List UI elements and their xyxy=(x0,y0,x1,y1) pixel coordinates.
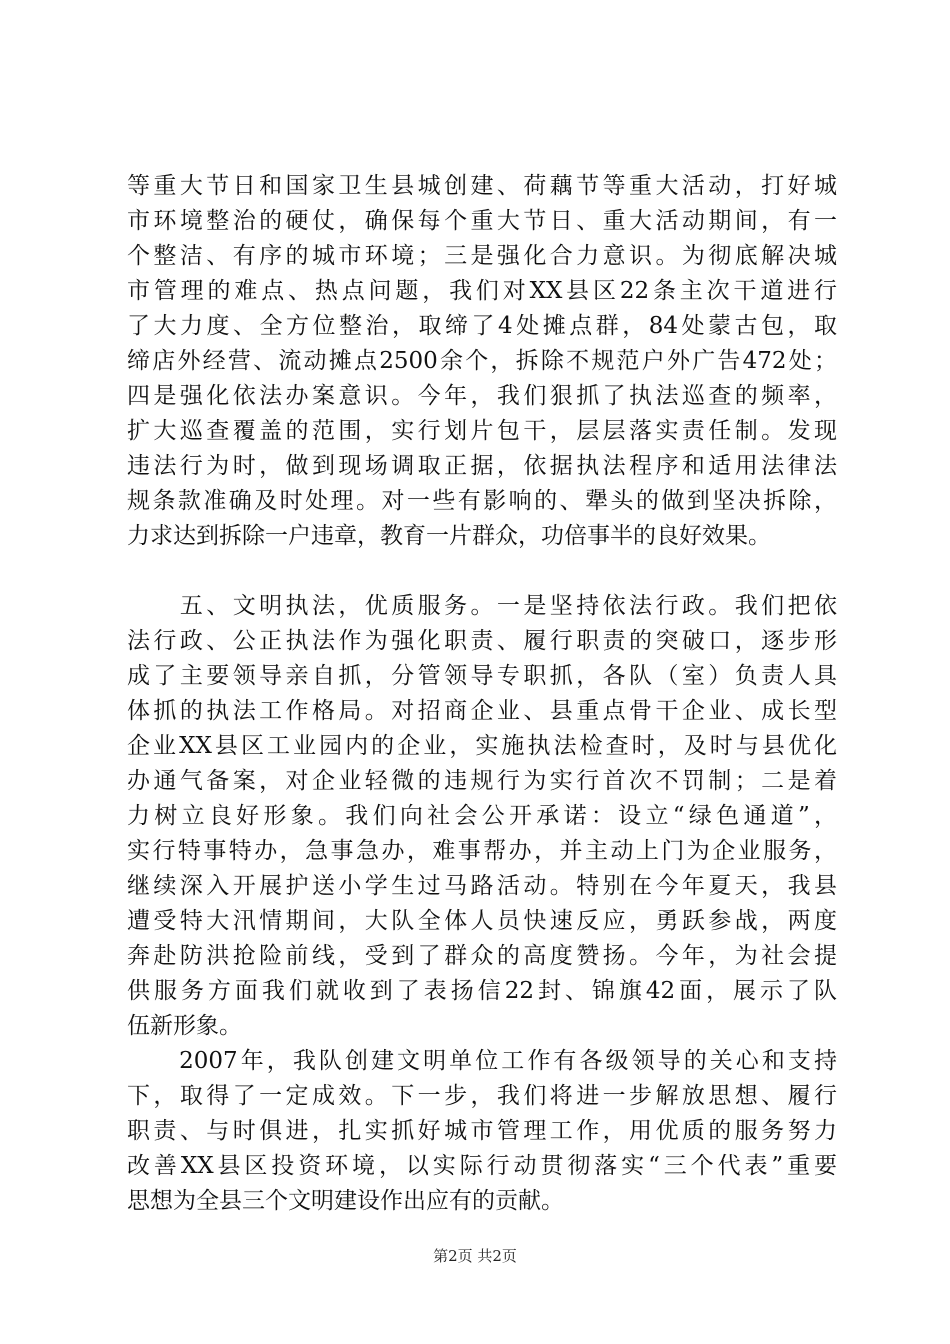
text-line: 力求达到拆除一户违章，教育一片群众，功倍事半的良好效果。 xyxy=(127,523,771,549)
paragraph xyxy=(127,169,837,554)
text-line: 办通气备案，对企业轻微的违规行为实行首次不罚制；二是着 xyxy=(127,768,837,794)
text-line: 规条款准确及时处理。对一些有影响的、犟头的做到坚决拆除， xyxy=(127,488,837,514)
text-line: 了大力度、全方位整治，取缔了4处摊点群，84处蒙古包，取 xyxy=(127,313,837,339)
text-line: 奔赴防洪抢险前线，受到了群众的高度赞扬。今年，为社会提 xyxy=(127,943,837,969)
text-line: 等重大节日和国家卫生县城创建、荷藕节等重大活动，打好城 xyxy=(127,173,837,199)
text-line: 四是强化依法办案意识。今年，我们狠抓了执法巡查的频率， xyxy=(127,383,837,409)
text-line: 供服务方面我们就收到了表扬信22封、锦旗42面，展示了队 xyxy=(127,978,837,1004)
text-line: 职责、与时俱进，扎实抓好城市管理工作，用优质的服务努力 xyxy=(127,1118,837,1144)
text-line: 扩大巡查覆盖的范围，实行划片包干，层层落实责任制。发现 xyxy=(127,418,837,444)
text-line: 改善XX县区投资环境，以实际行动贯彻落实“三个代表”重要 xyxy=(127,1153,837,1179)
paragraph-spacer xyxy=(127,554,837,589)
text-line: 力树立良好形象。我们向社会公开承诺：设立“绿色通道”， xyxy=(127,803,837,829)
text-line: 继续深入开展护送小学生过马路活动。特别在今年夏天，我县 xyxy=(127,873,837,899)
text-line: 企业XX县区工业园内的企业，实施执法检查时，及时与县优化 xyxy=(127,733,837,759)
page-footer xyxy=(0,1245,950,1266)
paragraph xyxy=(127,1044,837,1219)
page-number-label: 第2页 共2页 xyxy=(433,1247,517,1265)
text-line: 缔店外经营、流动摊点2500余个，拆除不规范户外广告472处； xyxy=(127,348,837,374)
paragraph xyxy=(127,589,837,1044)
text-line: 个整洁、有序的城市环境；三是强化合力意识。为彻底解决城 xyxy=(127,243,837,269)
text-line: 违法行为时，做到现场调取正据，依据执法程序和适用法律法 xyxy=(127,453,837,479)
text-line: 下，取得了一定成效。下一步，我们将进一步解放思想、履行 xyxy=(127,1083,837,1109)
text-line: 市环境整治的硬仗，确保每个重大节日、重大活动期间，有一 xyxy=(127,208,837,234)
text-line: 遭受特大汛情期间，大队全体人员快速反应，勇跃参战，两度 xyxy=(127,908,837,934)
text-line: 2007年，我队创建文明单位工作有各级领导的关心和支持 xyxy=(127,1048,837,1074)
document-body xyxy=(127,169,837,1219)
text-line: 市管理的难点、热点问题，我们对XX县区22条主次干道进行 xyxy=(127,278,837,304)
text-line: 实行特事特办，急事急办，难事帮办，并主动上门为企业服务， xyxy=(127,838,837,864)
text-line: 思想为全县三个文明建设作出应有的贡献。 xyxy=(127,1188,564,1214)
text-line: 伍新形象。 xyxy=(127,1013,242,1039)
text-line: 五、文明执法，优质服务。一是坚持依法行政。我们把依 xyxy=(127,593,837,619)
text-line: 成了主要领导亲自抓，分管领导专职抓，各队（室）负责人具 xyxy=(127,663,837,689)
text-line: 法行政、公正执法作为强化职责、履行职责的突破口，逐步形 xyxy=(127,628,837,654)
text-line: 体抓的执法工作格局。对招商企业、县重点骨干企业、成长型 xyxy=(127,698,837,724)
